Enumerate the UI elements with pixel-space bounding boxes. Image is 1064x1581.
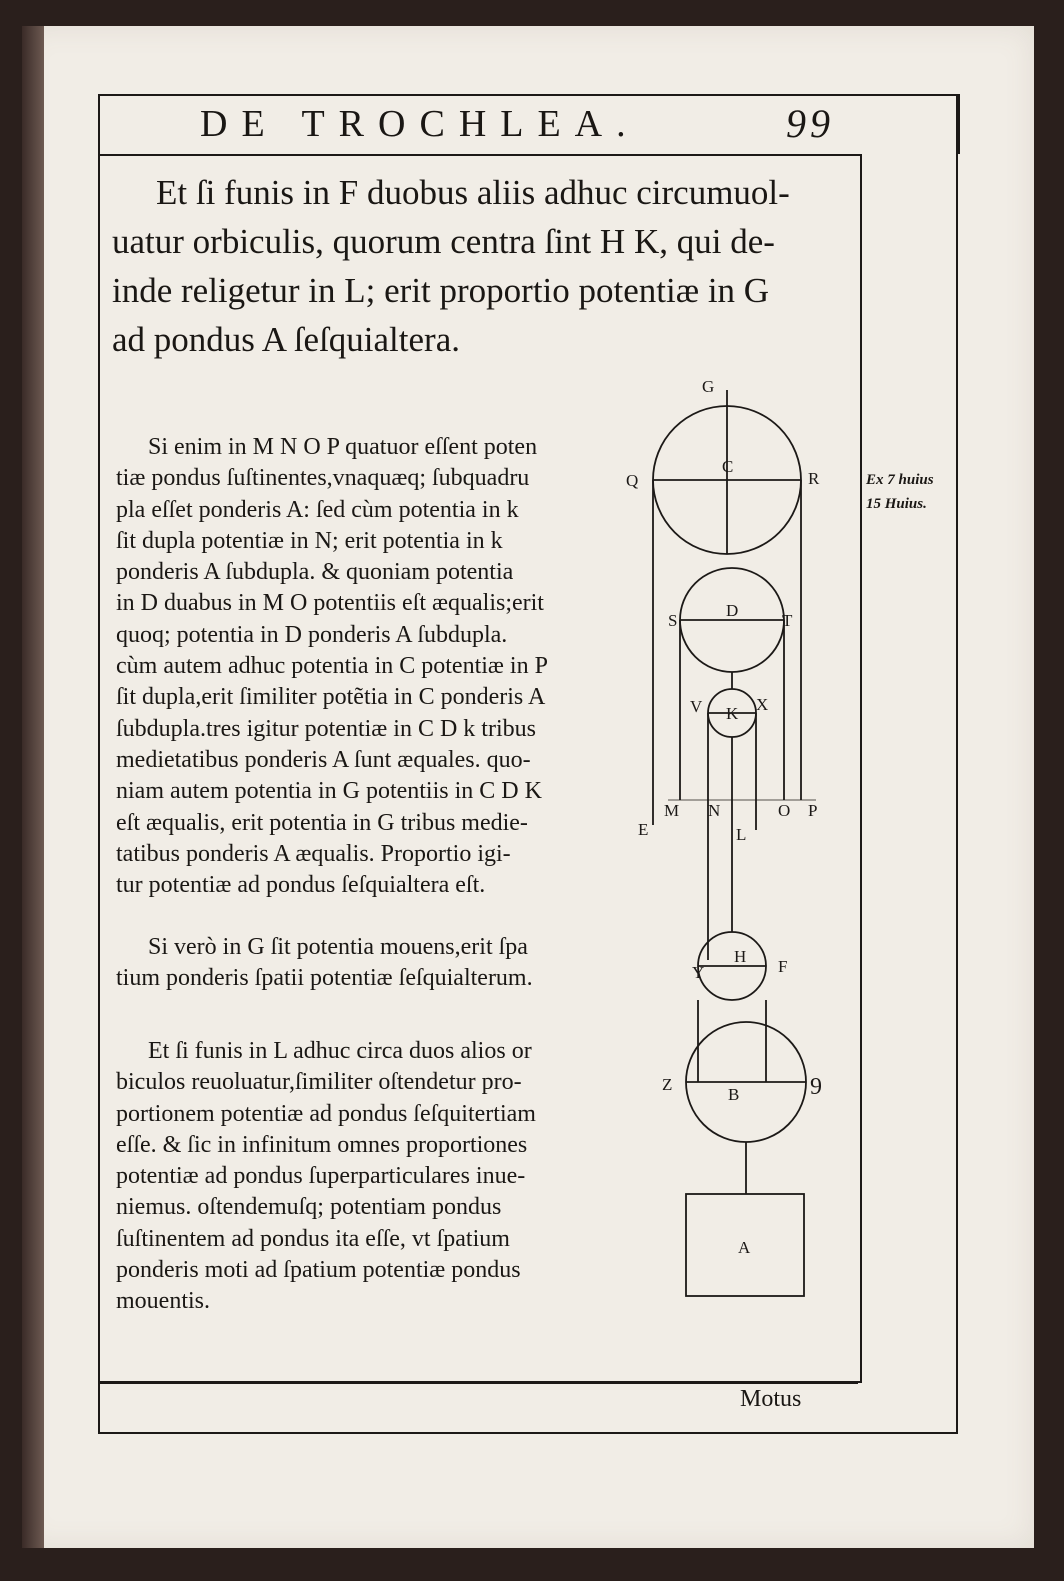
pulley-diagram [620, 370, 840, 1310]
label-o: O [778, 801, 791, 820]
text-line: eſt æqualis, erit potentia in G tribus medie- [116, 809, 528, 836]
label-z: Z [662, 1075, 673, 1094]
running-head: DE TROCHLEA. [200, 103, 640, 145]
text-line: quoq; potentia in D ponderis A ſubdupla. [116, 621, 508, 648]
label-q: Q [626, 471, 639, 490]
text-line: potentiæ ad pondus ſuperparticulares inue- [116, 1163, 526, 1190]
proposition-text [112, 168, 852, 364]
label-v: V [690, 697, 703, 716]
text-line: mouentis. [116, 1288, 210, 1315]
label-k: K [726, 704, 739, 723]
text-line: ſit dupla,erit ſimiliter potẽtia in C ponderis A [116, 684, 546, 711]
left-rule-lower [98, 1380, 100, 1434]
corollary-paragraph [116, 1036, 626, 1318]
label-n: N [708, 801, 721, 820]
label-e: E [638, 820, 649, 839]
text-line: ſit dupla potentiæ in N; erit potentia in k [116, 527, 503, 554]
demonstration-paragraph [116, 432, 626, 901]
proposition-line: uatur orbiculis, quorum centra ſint H K, qui de- [112, 222, 775, 261]
text-line: ſubdupla.tres igitur potentiæ in C D k tribus [116, 715, 536, 742]
text-line: eſſe. & ſic in infinitum omnes proportiones [116, 1131, 528, 1158]
footer-rule [98, 1382, 858, 1384]
label-b: B [728, 1085, 740, 1104]
text-line: pla eſſet ponderis A: ſed cùm potentia in k [116, 496, 519, 523]
label-d: D [726, 601, 739, 620]
marginal-note: Ex 7 huius [866, 472, 934, 488]
label-p: P [808, 801, 818, 820]
text-line: portionem potentiæ ad pondus ſeſquitertiam [116, 1100, 536, 1127]
bottom-rule [98, 1432, 958, 1434]
label-x: X [756, 695, 769, 714]
label-l: L [736, 825, 747, 844]
text-line: ponderis moti ad ſpatium potentiæ pondus [116, 1257, 521, 1284]
text-line: cùm autem adhuc potentia in C potentiæ in P [116, 653, 548, 680]
label-a: A [738, 1238, 751, 1257]
label-r: R [808, 469, 820, 488]
marginal-note: 15 Huius. [866, 496, 927, 512]
text-line: tatibus ponderis A æqualis. Proportio igi- [116, 840, 511, 867]
label-s: S [668, 611, 678, 630]
label-g: G [702, 377, 715, 396]
right-rule [956, 94, 958, 1434]
text-line: ponderis A ſubdupla. & quoniam potentia [116, 559, 514, 586]
text-line: Si enim in M N O P quatuor eſſent poten [148, 434, 538, 460]
book-spine [22, 26, 44, 1548]
catchword: Motus [740, 1386, 802, 1412]
label-nine: 9 [810, 1074, 822, 1100]
text-line: ſuſtinentem ad pondus ita eſſe, vt ſpatium [116, 1225, 510, 1252]
label-t: T [782, 611, 793, 630]
proposition-line: ad pondus A ſeſquialtera. [112, 320, 460, 359]
label-m: M [664, 801, 680, 820]
text-line: in D duabus in M O potentiis eſt æqualis;erit [116, 590, 544, 617]
text-line: niam autem potentia in G potentiis in C D K [116, 778, 542, 805]
text-line: tiæ pondus ſuſtinentes,vnaquæq; ſubquadru [116, 465, 530, 492]
label-f: F [778, 957, 788, 976]
text-line: biculos reuoluatur,ſimiliter oſtendetur pro- [116, 1069, 522, 1096]
text-line: tium ponderis ſpatii potentiæ ſeſquialterum. [116, 965, 533, 992]
proposition-line: Et ſi funis in F duobus aliis adhuc circumuol- [156, 173, 790, 212]
proposition-line: inde religetur in L; erit proportio potentiæ in G [112, 271, 770, 310]
motion-paragraph [116, 932, 626, 995]
text-line: medietatibus ponderis A ſunt æquales. quo- [116, 746, 531, 773]
label-h: H [734, 947, 747, 966]
text-line: tur potentiæ ad pondus ſeſquialtera eſt. [116, 872, 486, 899]
text-line: niemus. oſtendemuſq; potentiam pondus [116, 1194, 502, 1221]
text-line: Et ſi funis in L adhuc circa duos alios or [148, 1038, 532, 1064]
label-y: Y [692, 963, 705, 982]
page-number: 99 [786, 101, 834, 146]
text-line: Si verò in G ſit potentia mouens,erit ſpa [148, 934, 528, 960]
label-c: C [722, 457, 734, 476]
